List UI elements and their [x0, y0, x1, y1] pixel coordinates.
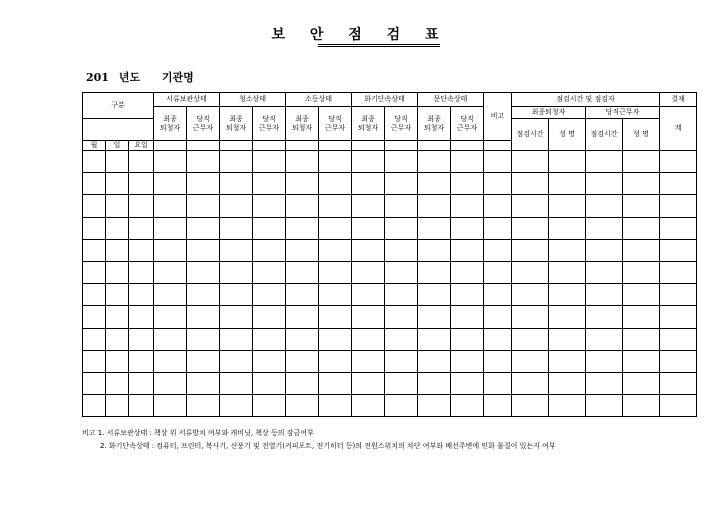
- check-time-group-header: 점검시간 및 점검자: [512, 93, 660, 107]
- table-cell[interactable]: [549, 395, 586, 417]
- table-cell[interactable]: [129, 372, 154, 394]
- table-row: [83, 284, 697, 306]
- table-cell[interactable]: [83, 306, 106, 328]
- table-row: [83, 173, 697, 195]
- table-cell[interactable]: [385, 195, 418, 217]
- table-cell[interactable]: [352, 350, 385, 372]
- table-cell[interactable]: [418, 261, 451, 283]
- table-cell[interactable]: [484, 395, 512, 417]
- table-cell[interactable]: [660, 239, 697, 261]
- table-cell[interactable]: [660, 151, 697, 173]
- table-cell[interactable]: [451, 395, 484, 417]
- table-cell[interactable]: [512, 350, 549, 372]
- table-cell[interactable]: [586, 173, 623, 195]
- table-cell[interactable]: [623, 217, 660, 239]
- sub-header-last-leaver: 최종 퇴청자: [418, 107, 451, 141]
- table-cell[interactable]: [586, 328, 623, 350]
- table-cell[interactable]: [129, 195, 154, 217]
- table-cell[interactable]: [154, 261, 187, 283]
- table-cell[interactable]: [484, 306, 512, 328]
- table-cell[interactable]: [253, 372, 286, 394]
- table-cell[interactable]: [512, 395, 549, 417]
- table-cell[interactable]: [352, 328, 385, 350]
- table-cell[interactable]: [106, 217, 129, 239]
- table-cell[interactable]: [549, 195, 586, 217]
- table-cell[interactable]: [451, 261, 484, 283]
- table-cell[interactable]: [253, 151, 286, 173]
- table-cell[interactable]: [586, 372, 623, 394]
- table-cell[interactable]: [586, 350, 623, 372]
- table-cell[interactable]: [352, 372, 385, 394]
- table-cell[interactable]: [187, 261, 220, 283]
- table-cell[interactable]: [418, 284, 451, 306]
- month-header: 월: [83, 141, 106, 151]
- table-cell[interactable]: [106, 350, 129, 372]
- table-cell[interactable]: [253, 350, 286, 372]
- table-cell[interactable]: [286, 261, 319, 283]
- table-cell[interactable]: [154, 395, 187, 417]
- table-cell[interactable]: [549, 173, 586, 195]
- table-cell[interactable]: [220, 350, 253, 372]
- table-cell[interactable]: [106, 173, 129, 195]
- table-cell[interactable]: [106, 306, 129, 328]
- table-cell[interactable]: [549, 261, 586, 283]
- table-cell[interactable]: [385, 350, 418, 372]
- table-cell[interactable]: [154, 328, 187, 350]
- table-cell[interactable]: [484, 372, 512, 394]
- table-cell[interactable]: [586, 195, 623, 217]
- table-cell[interactable]: [286, 195, 319, 217]
- table-cell[interactable]: [586, 151, 623, 173]
- table-cell[interactable]: [385, 261, 418, 283]
- table-cell[interactable]: [451, 328, 484, 350]
- table-cell[interactable]: [451, 350, 484, 372]
- table-cell[interactable]: [187, 395, 220, 417]
- table-cell[interactable]: [319, 350, 352, 372]
- table-row: [83, 217, 697, 239]
- table-cell[interactable]: [187, 372, 220, 394]
- table-cell[interactable]: [83, 395, 106, 417]
- approval-header: 결재: [660, 93, 697, 107]
- table-cell[interactable]: [154, 372, 187, 394]
- table-cell[interactable]: [623, 151, 660, 173]
- table-cell[interactable]: [484, 195, 512, 217]
- table-cell[interactable]: [418, 217, 451, 239]
- table-cell[interactable]: [319, 395, 352, 417]
- table-cell[interactable]: [286, 372, 319, 394]
- table-cell[interactable]: [253, 261, 286, 283]
- table-cell[interactable]: [154, 350, 187, 372]
- table-cell[interactable]: [623, 239, 660, 261]
- table-cell[interactable]: [106, 395, 129, 417]
- table-cell[interactable]: [253, 239, 286, 261]
- table-cell[interactable]: [623, 261, 660, 283]
- table-cell[interactable]: [512, 239, 549, 261]
- table-cell[interactable]: [129, 306, 154, 328]
- table-cell[interactable]: [319, 173, 352, 195]
- table-cell[interactable]: [83, 173, 106, 195]
- table-cell[interactable]: [319, 261, 352, 283]
- table-cell[interactable]: [83, 239, 106, 261]
- weekday-header: 요일: [129, 141, 154, 151]
- bigo-header: 비고: [484, 93, 512, 141]
- table-cell[interactable]: [220, 217, 253, 239]
- table-cell[interactable]: [253, 217, 286, 239]
- table-cell[interactable]: [484, 151, 512, 173]
- table-cell[interactable]: [385, 239, 418, 261]
- table-cell[interactable]: [83, 372, 106, 394]
- table-cell[interactable]: [484, 239, 512, 261]
- table-cell[interactable]: [319, 328, 352, 350]
- table-cell[interactable]: [187, 328, 220, 350]
- table-cell[interactable]: [586, 306, 623, 328]
- last-leaver-group-header: 최종퇴청자: [512, 107, 586, 119]
- table-cell[interactable]: [385, 306, 418, 328]
- table-cell[interactable]: [484, 328, 512, 350]
- table-cell[interactable]: [220, 372, 253, 394]
- table-cell[interactable]: [451, 173, 484, 195]
- table-cell[interactable]: [385, 372, 418, 394]
- table-cell[interactable]: [319, 195, 352, 217]
- category-header: 문단속상태: [418, 93, 484, 107]
- table-cell[interactable]: [451, 306, 484, 328]
- sub-header-duty-worker: 당직 근무자: [319, 107, 352, 141]
- table-cell[interactable]: [154, 217, 187, 239]
- table-cell[interactable]: [623, 195, 660, 217]
- table-cell[interactable]: [129, 350, 154, 372]
- table-cell[interactable]: [129, 261, 154, 283]
- table-cell[interactable]: [319, 151, 352, 173]
- table-cell[interactable]: [418, 173, 451, 195]
- table-cell[interactable]: [154, 306, 187, 328]
- table-row: [83, 306, 697, 328]
- sub-header-duty-worker: 당직 근무자: [451, 107, 484, 141]
- table-cell[interactable]: [549, 284, 586, 306]
- table-cell[interactable]: [451, 284, 484, 306]
- table-cell[interactable]: [319, 306, 352, 328]
- category-header: 소등상태: [286, 93, 352, 107]
- table-cell[interactable]: [549, 372, 586, 394]
- table-cell[interactable]: [660, 195, 697, 217]
- table-cell[interactable]: [154, 284, 187, 306]
- table-cell[interactable]: [385, 328, 418, 350]
- table-cell[interactable]: [512, 261, 549, 283]
- table-cell[interactable]: [660, 350, 697, 372]
- table-cell[interactable]: [418, 328, 451, 350]
- table-cell[interactable]: [83, 284, 106, 306]
- table-cell[interactable]: [549, 350, 586, 372]
- table-cell[interactable]: [549, 328, 586, 350]
- table-cell[interactable]: [253, 284, 286, 306]
- table-cell[interactable]: [451, 239, 484, 261]
- table-cell[interactable]: [512, 151, 549, 173]
- table-cell[interactable]: [352, 284, 385, 306]
- table-row: [83, 395, 697, 417]
- table-cell[interactable]: [187, 239, 220, 261]
- table-cell[interactable]: [623, 395, 660, 417]
- table-cell[interactable]: [154, 173, 187, 195]
- gubun-spacer: [83, 119, 154, 141]
- table-cell[interactable]: [106, 328, 129, 350]
- table-cell[interactable]: [187, 306, 220, 328]
- table-row: [83, 261, 697, 283]
- security-check-table: [82, 92, 697, 417]
- table-row: [83, 195, 697, 217]
- table-cell[interactable]: [253, 395, 286, 417]
- sub-header-duty-worker: 당직 근무자: [385, 107, 418, 141]
- table-cell[interactable]: [484, 284, 512, 306]
- table-cell[interactable]: [512, 284, 549, 306]
- table-cell[interactable]: [418, 195, 451, 217]
- table-cell[interactable]: [660, 328, 697, 350]
- sub-header-duty-worker: 당직 근무자: [187, 107, 220, 141]
- table-cell[interactable]: [319, 372, 352, 394]
- table-cell[interactable]: [129, 395, 154, 417]
- table-cell[interactable]: [253, 328, 286, 350]
- table-cell[interactable]: [352, 306, 385, 328]
- table-cell[interactable]: [253, 306, 286, 328]
- check-time-header: 점검시간: [512, 119, 549, 151]
- table-cell[interactable]: [106, 195, 129, 217]
- table-cell[interactable]: [129, 328, 154, 350]
- table-cell[interactable]: [484, 350, 512, 372]
- document-meta: [86, 69, 194, 85]
- table-cell[interactable]: [623, 306, 660, 328]
- table-cell[interactable]: [154, 151, 187, 173]
- table-cell[interactable]: [352, 151, 385, 173]
- table-cell[interactable]: [418, 350, 451, 372]
- table-cell[interactable]: [319, 239, 352, 261]
- name-header: 성 명: [549, 119, 586, 151]
- table-row: [83, 328, 697, 350]
- duty-worker-group-header: 당직근무자: [586, 107, 660, 119]
- note-line-1: 비고 1. 서류보관상태 : 책상 위 서류방치 여부와 캐비닛, 책상 등의 잠금여부: [82, 429, 314, 437]
- table-cell[interactable]: [451, 151, 484, 173]
- table-cell[interactable]: [623, 328, 660, 350]
- name-header: 성 명: [623, 119, 660, 151]
- table-cell[interactable]: [286, 306, 319, 328]
- sub-header-last-leaver: 최종 퇴청자: [154, 107, 187, 141]
- table-cell[interactable]: [83, 195, 106, 217]
- org-label: 기관명: [161, 71, 194, 84]
- day-header: 일: [106, 141, 129, 151]
- table-cell[interactable]: [129, 173, 154, 195]
- table-cell[interactable]: [129, 151, 154, 173]
- table-cell[interactable]: [451, 372, 484, 394]
- notes: [82, 427, 556, 453]
- table-cell[interactable]: [549, 151, 586, 173]
- table-cell[interactable]: [623, 372, 660, 394]
- table-cell[interactable]: [220, 151, 253, 173]
- year-label: 년도: [118, 71, 141, 84]
- table-cell[interactable]: [660, 306, 697, 328]
- table-cell[interactable]: [512, 328, 549, 350]
- table-cell[interactable]: [106, 372, 129, 394]
- table-cell[interactable]: [549, 217, 586, 239]
- table-cell[interactable]: [660, 217, 697, 239]
- table-cell[interactable]: [512, 217, 549, 239]
- table-row: [83, 350, 697, 372]
- table-cell[interactable]: [418, 151, 451, 173]
- table-cell[interactable]: [286, 350, 319, 372]
- table-cell[interactable]: [385, 395, 418, 417]
- table-cell[interactable]: [660, 395, 697, 417]
- table-cell[interactable]: [220, 395, 253, 417]
- table-cell[interactable]: [352, 239, 385, 261]
- table-cell[interactable]: [549, 239, 586, 261]
- table-cell[interactable]: [586, 239, 623, 261]
- table-cell[interactable]: [512, 372, 549, 394]
- table-row: [83, 151, 697, 173]
- table-cell[interactable]: [106, 151, 129, 173]
- table-cell[interactable]: [154, 195, 187, 217]
- table-cell[interactable]: [83, 350, 106, 372]
- table-cell[interactable]: [220, 306, 253, 328]
- year-prefix: 201: [86, 71, 109, 84]
- table-cell[interactable]: [352, 217, 385, 239]
- category-header: 서류보관상태: [154, 93, 220, 107]
- table-cell[interactable]: [352, 261, 385, 283]
- table-cell[interactable]: [660, 284, 697, 306]
- table-cell[interactable]: [129, 239, 154, 261]
- table-cell[interactable]: [83, 151, 106, 173]
- table-cell[interactable]: [187, 195, 220, 217]
- table-cell[interactable]: [129, 217, 154, 239]
- table-cell[interactable]: [352, 195, 385, 217]
- table-cell[interactable]: [418, 395, 451, 417]
- sub-header-last-leaver: 최종 퇴청자: [352, 107, 385, 141]
- table-cell[interactable]: [512, 195, 549, 217]
- table-cell[interactable]: [623, 350, 660, 372]
- table-cell[interactable]: [586, 217, 623, 239]
- table-cell[interactable]: [83, 328, 106, 350]
- table-cell[interactable]: [220, 239, 253, 261]
- title-underline: [318, 44, 440, 47]
- table-cell[interactable]: [286, 217, 319, 239]
- sub-header-last-leaver: 최종 퇴청자: [220, 107, 253, 141]
- table-cell[interactable]: [187, 217, 220, 239]
- table-cell[interactable]: [286, 239, 319, 261]
- note-line-2: 2. 화기단속상태 : 컴퓨터, 프린터, 복사기, 선풍기 및 전열기(커피포트, 전기히터 등)의 전원스위치의 차단 여부와 배선주변에 인화 물질이 있는지 여부: [100, 442, 556, 450]
- table-cell[interactable]: [484, 173, 512, 195]
- table-cell[interactable]: [418, 306, 451, 328]
- sub-header-last-leaver: 최종 퇴청자: [286, 107, 319, 141]
- table-cell[interactable]: [220, 173, 253, 195]
- table-cell[interactable]: [286, 284, 319, 306]
- table-cell[interactable]: [586, 395, 623, 417]
- table-cell[interactable]: [352, 395, 385, 417]
- sub-header-duty-worker: 당직 근무자: [253, 107, 286, 141]
- table-cell[interactable]: [623, 284, 660, 306]
- table-cell[interactable]: [549, 306, 586, 328]
- table-cell[interactable]: [187, 173, 220, 195]
- table-cell[interactable]: [286, 151, 319, 173]
- table-cell[interactable]: [83, 217, 106, 239]
- table-cell[interactable]: [187, 284, 220, 306]
- table-cell[interactable]: [352, 173, 385, 195]
- table-cell[interactable]: [286, 395, 319, 417]
- table-cell[interactable]: [418, 239, 451, 261]
- table-cell[interactable]: [385, 151, 418, 173]
- table-cell[interactable]: [484, 261, 512, 283]
- gubun-header: 구분: [83, 93, 154, 119]
- table-cell[interactable]: [187, 151, 220, 173]
- table-cell[interactable]: [660, 261, 697, 283]
- table-cell[interactable]: [319, 217, 352, 239]
- table-cell[interactable]: [83, 261, 106, 283]
- table-cell[interactable]: [129, 284, 154, 306]
- table-cell[interactable]: [319, 284, 352, 306]
- table-cell[interactable]: [484, 217, 512, 239]
- table-cell[interactable]: [220, 195, 253, 217]
- table-cell[interactable]: [220, 284, 253, 306]
- table-cell[interactable]: [106, 261, 129, 283]
- table-cell[interactable]: [253, 173, 286, 195]
- check-time-header: 점검시간: [586, 119, 623, 151]
- table-body: [83, 151, 697, 417]
- table-cell[interactable]: [187, 350, 220, 372]
- table-cell[interactable]: [220, 328, 253, 350]
- table-row: [83, 372, 697, 394]
- table-cell[interactable]: [512, 173, 549, 195]
- category-header: 청소상태: [220, 93, 286, 107]
- table-cell[interactable]: [154, 239, 187, 261]
- table-cell[interactable]: [385, 217, 418, 239]
- category-header: 화기단속상태: [352, 93, 418, 107]
- table-cell[interactable]: [623, 173, 660, 195]
- table-row: [83, 239, 697, 261]
- table-cell[interactable]: [106, 284, 129, 306]
- table-cell[interactable]: [286, 328, 319, 350]
- table-cell[interactable]: [660, 173, 697, 195]
- document-title: 보 안 점 검 표: [271, 27, 449, 43]
- table-cell[interactable]: [660, 372, 697, 394]
- gye-header: 계: [660, 107, 697, 151]
- table-cell[interactable]: [253, 195, 286, 217]
- table-cell[interactable]: [220, 261, 253, 283]
- table-cell[interactable]: [586, 261, 623, 283]
- table-cell[interactable]: [512, 306, 549, 328]
- table-cell[interactable]: [385, 173, 418, 195]
- table-cell[interactable]: [586, 284, 623, 306]
- table-cell[interactable]: [106, 239, 129, 261]
- table-cell[interactable]: [451, 217, 484, 239]
- table-cell[interactable]: [418, 372, 451, 394]
- table-cell[interactable]: [286, 173, 319, 195]
- table-cell[interactable]: [385, 284, 418, 306]
- table-cell[interactable]: [451, 195, 484, 217]
